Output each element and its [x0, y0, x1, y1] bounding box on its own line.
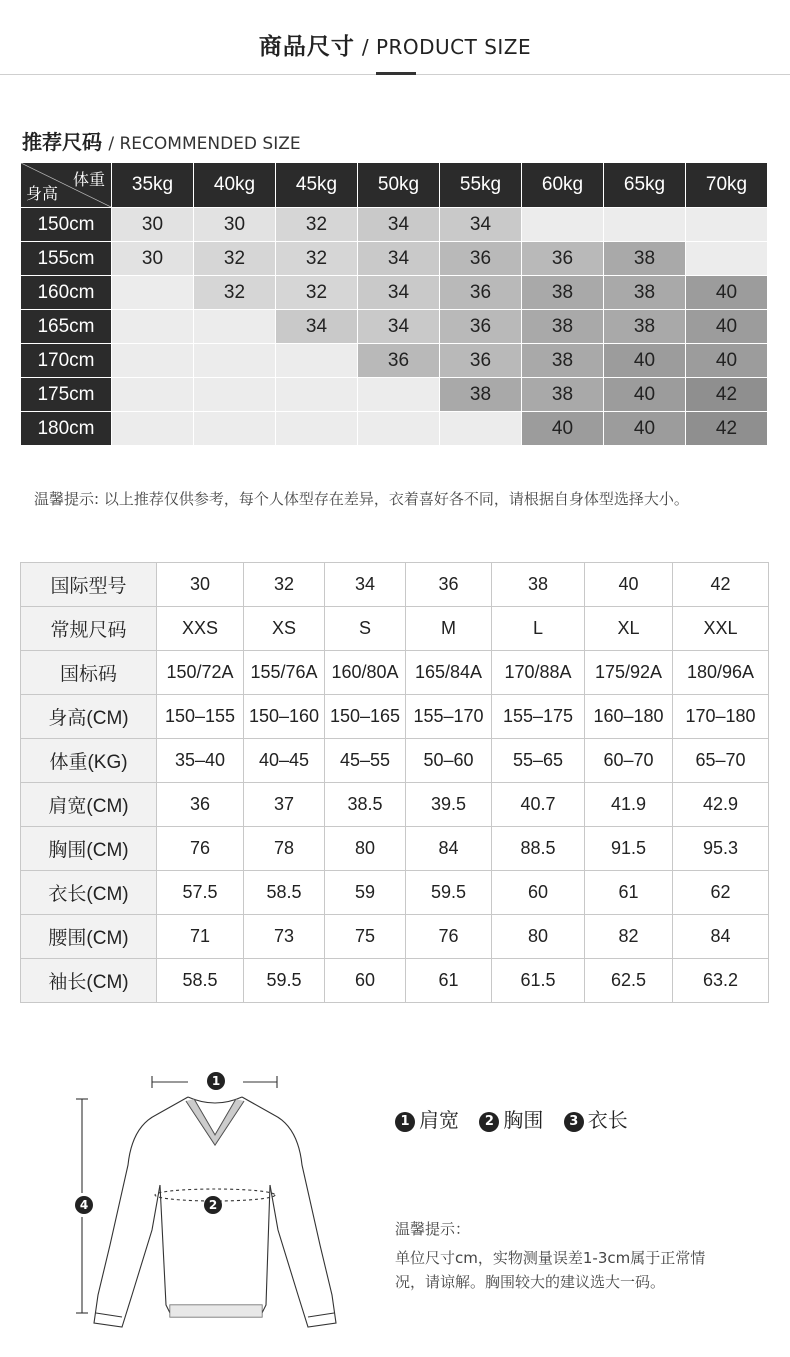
marker-4-label: 4 [79, 1198, 89, 1212]
recommended-size-cell [358, 412, 440, 446]
recommended-size-cell: 32 [194, 242, 276, 276]
recommended-size-cell: 34 [276, 310, 358, 344]
spec-cell: 62.5 [585, 959, 673, 1003]
recommended-size-cell: 40 [522, 412, 604, 446]
recommended-size-cell: 38 [522, 344, 604, 378]
spec-row [21, 651, 769, 695]
recommended-size-cell: 38 [604, 310, 686, 344]
recommended-size-cell: 36 [440, 276, 522, 310]
spec-row-label: 常规尺码 [21, 607, 157, 651]
spec-cell: 80 [492, 915, 585, 959]
spec-cell: 150–155 [157, 695, 244, 739]
spec-row [21, 739, 769, 783]
spec-row [21, 959, 769, 1003]
recommended-size-cell: 32 [276, 242, 358, 276]
recommended-size-cell [686, 242, 768, 276]
notes-title: 温馨提示： [395, 1220, 471, 1238]
corner-height-label: 身高 [26, 186, 59, 203]
spec-cell: 57.5 [157, 871, 244, 915]
spec-cell: M [406, 607, 492, 651]
spec-cell: 150–165 [325, 695, 406, 739]
notes-body: 单位尺寸cm，实物测量误差1-3cm属于正常情况，请谅解。胸围较大的建议选大一码。 [395, 1249, 706, 1291]
recommended-size-cell: 30 [112, 242, 194, 276]
spec-cell: 38.5 [325, 783, 406, 827]
spec-cell: 39.5 [406, 783, 492, 827]
corner-weight-label: 体重 [72, 172, 105, 189]
height-row [21, 344, 768, 378]
spec-cell: 60 [325, 959, 406, 1003]
spec-cell: 36 [157, 783, 244, 827]
spec-cell: 165/84A [406, 651, 492, 695]
marker-2-label: 2 [208, 1198, 218, 1212]
spec-row [21, 915, 769, 959]
spec-cell: 55–65 [492, 739, 585, 783]
spec-cell: 34 [325, 563, 406, 607]
weight-header: 40kg [194, 163, 276, 208]
spec-cell: 155/76A [244, 651, 325, 695]
weight-header: 45kg [276, 163, 358, 208]
recommended-size-cell [112, 344, 194, 378]
recommended-size-cell: 34 [358, 208, 440, 242]
legend-label: 胸围 [503, 1108, 544, 1132]
recommended-size-cell: 40 [686, 276, 768, 310]
sweater-illustration [70, 1065, 350, 1335]
spec-cell: 170/88A [492, 651, 585, 695]
height-header: 180cm [21, 412, 112, 446]
garment-diagram [70, 1065, 350, 1335]
legend-label: 肩宽 [419, 1108, 459, 1132]
spec-cell: 82 [585, 915, 673, 959]
recommended-size-cell [686, 208, 768, 242]
height-row [21, 378, 768, 412]
spec-row-label: 国际型号 [21, 563, 157, 607]
spec-row [21, 871, 769, 915]
recommended-size-cell [522, 208, 604, 242]
spec-cell: L [492, 607, 585, 651]
height-row [21, 276, 768, 310]
spec-cell: XXS [157, 607, 244, 651]
spec-cell: XS [244, 607, 325, 651]
height-header: 155cm [21, 242, 112, 276]
recommended-size-cell: 38 [522, 310, 604, 344]
spec-row [21, 607, 769, 651]
recommended-size-cell: 38 [440, 378, 522, 412]
spec-row [21, 563, 769, 607]
weight-header-row [21, 163, 768, 208]
legend-number-2: 2 [479, 1112, 499, 1132]
recommended-size-cell: 32 [276, 276, 358, 310]
recommended-size-cell: 30 [112, 208, 194, 242]
spec-cell: 38 [492, 563, 585, 607]
spec-row-label: 衣长(CM) [21, 871, 157, 915]
weight-header: 65kg [604, 163, 686, 208]
weight-header: 55kg [440, 163, 522, 208]
weight-header: 60kg [522, 163, 604, 208]
height-header: 170cm [21, 344, 112, 378]
spec-cell: 155–175 [492, 695, 585, 739]
spec-cell: 88.5 [492, 827, 585, 871]
spec-cell: 160–180 [585, 695, 673, 739]
weight-header: 70kg [686, 163, 768, 208]
recommended-size-cell [194, 378, 276, 412]
spec-cell: 60 [492, 871, 585, 915]
legend-item-shoulder [395, 1104, 459, 1133]
spec-row-label: 袖长(CM) [21, 959, 157, 1003]
legend-item-chest [479, 1104, 543, 1133]
spec-cell: 95.3 [673, 827, 769, 871]
spec-cell: 60–70 [585, 739, 673, 783]
spec-cell: 59 [325, 871, 406, 915]
spec-cell: XXL [673, 607, 769, 651]
spec-row-label: 腰围(CM) [21, 915, 157, 959]
spec-row [21, 827, 769, 871]
spec-cell: 30 [157, 563, 244, 607]
page-title [0, 28, 790, 61]
spec-cell: 78 [244, 827, 325, 871]
height-row [21, 412, 768, 446]
header-accent-bar [376, 72, 416, 75]
spec-row [21, 695, 769, 739]
spec-cell: 50–60 [406, 739, 492, 783]
recommended-size-cell: 36 [440, 310, 522, 344]
weight-header: 50kg [358, 163, 440, 208]
spec-row-label: 肩宽(CM) [21, 783, 157, 827]
spec-row-label: 体重(KG) [21, 739, 157, 783]
page-title-cn: 商品尺寸 [258, 34, 355, 60]
page-header [0, 0, 790, 76]
size-spec-table [20, 562, 769, 1003]
recommended-size-table [20, 162, 768, 446]
height-row [21, 208, 768, 242]
spec-cell: 80 [325, 827, 406, 871]
spec-cell: XL [585, 607, 673, 651]
spec-cell: 63.2 [673, 959, 769, 1003]
measurement-legend [395, 1104, 642, 1133]
spec-cell: 40–45 [244, 739, 325, 783]
recommended-size-cell [194, 344, 276, 378]
recommended-size-cell: 32 [194, 276, 276, 310]
spec-cell: 84 [673, 915, 769, 959]
recommended-size-cell [194, 412, 276, 446]
spec-cell: 76 [406, 915, 492, 959]
recommended-size-cell: 40 [604, 412, 686, 446]
page-title-en: / PRODUCT SIZE [361, 35, 532, 59]
spec-cell: 37 [244, 783, 325, 827]
recommended-size-cell: 38 [522, 276, 604, 310]
marker-1-label: 1 [211, 1074, 221, 1088]
recommended-title-en: / RECOMMENDED SIZE [108, 134, 301, 154]
recommendation-tip: 温馨提示: 以上推荐仅供参考，每个人体型存在差异，衣着喜好各不同，请根据自身体型选择大小。 [34, 490, 689, 508]
spec-cell: 36 [406, 563, 492, 607]
spec-cell: 180/96A [673, 651, 769, 695]
spec-cell: 75 [325, 915, 406, 959]
recommended-size-cell [112, 276, 194, 310]
legend-number-1: 1 [395, 1112, 415, 1132]
recommended-size-cell: 32 [276, 208, 358, 242]
spec-cell: 59.5 [406, 871, 492, 915]
spec-row-label: 国标码 [21, 651, 157, 695]
spec-row-label: 身高(CM) [21, 695, 157, 739]
spec-cell: 150/72A [157, 651, 244, 695]
weight-header: 35kg [112, 163, 194, 208]
recommended-size-cell [194, 310, 276, 344]
recommended-size-cell: 42 [686, 378, 768, 412]
height-header: 160cm [21, 276, 112, 310]
height-header: 175cm [21, 378, 112, 412]
recommended-size-cell: 36 [358, 344, 440, 378]
spec-cell: 42.9 [673, 783, 769, 827]
spec-cell: 175/92A [585, 651, 673, 695]
recommended-size-cell [276, 412, 358, 446]
spec-cell: 160/80A [325, 651, 406, 695]
spec-cell: 40.7 [492, 783, 585, 827]
recommended-size-cell: 40 [604, 344, 686, 378]
spec-cell: 71 [157, 915, 244, 959]
legend-number-3: 3 [564, 1112, 584, 1132]
spec-cell: 91.5 [585, 827, 673, 871]
recommended-size-cell: 36 [440, 242, 522, 276]
spec-cell: 61 [585, 871, 673, 915]
spec-cell: 59.5 [244, 959, 325, 1003]
recommended-size-cell: 38 [522, 378, 604, 412]
recommended-size-cell: 30 [194, 208, 276, 242]
height-header: 150cm [21, 208, 112, 242]
recommended-size-cell: 34 [358, 276, 440, 310]
recommended-size-cell [112, 378, 194, 412]
height-row [21, 310, 768, 344]
recommended-size-cell [112, 412, 194, 446]
spec-cell: 170–180 [673, 695, 769, 739]
spec-row-label: 胸围(CM) [21, 827, 157, 871]
spec-cell: 58.5 [244, 871, 325, 915]
recommended-size-title [22, 126, 301, 155]
recommended-size-cell: 40 [686, 344, 768, 378]
spec-cell: 32 [244, 563, 325, 607]
spec-cell: 42 [673, 563, 769, 607]
recommended-size-cell [112, 310, 194, 344]
spec-cell: 58.5 [157, 959, 244, 1003]
spec-cell: 35–40 [157, 739, 244, 783]
recommended-size-cell: 38 [604, 276, 686, 310]
recommended-size-cell [604, 208, 686, 242]
spec-cell: 155–170 [406, 695, 492, 739]
spec-cell: 45–55 [325, 739, 406, 783]
spec-cell: 150–160 [244, 695, 325, 739]
legend-item-length [564, 1104, 628, 1133]
recommended-size-cell: 42 [686, 412, 768, 446]
recommended-size-cell [276, 378, 358, 412]
spec-cell: 76 [157, 827, 244, 871]
spec-cell: 61 [406, 959, 492, 1003]
recommended-size-cell: 36 [522, 242, 604, 276]
spec-cell: 84 [406, 827, 492, 871]
recommended-size-cell: 34 [358, 242, 440, 276]
recommended-size-cell [276, 344, 358, 378]
recommended-size-cell [358, 378, 440, 412]
spec-row [21, 783, 769, 827]
recommended-size-cell: 34 [440, 208, 522, 242]
spec-cell: 65–70 [673, 739, 769, 783]
recommended-size-cell [440, 412, 522, 446]
table-corner-cell [21, 163, 112, 208]
recommended-size-cell: 40 [686, 310, 768, 344]
spec-cell: 62 [673, 871, 769, 915]
height-row [21, 242, 768, 276]
spec-cell: 61.5 [492, 959, 585, 1003]
recommended-size-cell: 34 [358, 310, 440, 344]
spec-cell: S [325, 607, 406, 651]
spec-cell: 41.9 [585, 783, 673, 827]
spec-cell: 40 [585, 563, 673, 607]
spec-cell: 73 [244, 915, 325, 959]
recommended-size-cell: 40 [604, 378, 686, 412]
recommended-title-cn: 推荐尺码 [22, 130, 102, 154]
recommended-size-cell: 36 [440, 344, 522, 378]
height-header: 165cm [21, 310, 112, 344]
legend-label: 衣长 [587, 1108, 628, 1132]
recommended-size-cell: 38 [604, 242, 686, 276]
